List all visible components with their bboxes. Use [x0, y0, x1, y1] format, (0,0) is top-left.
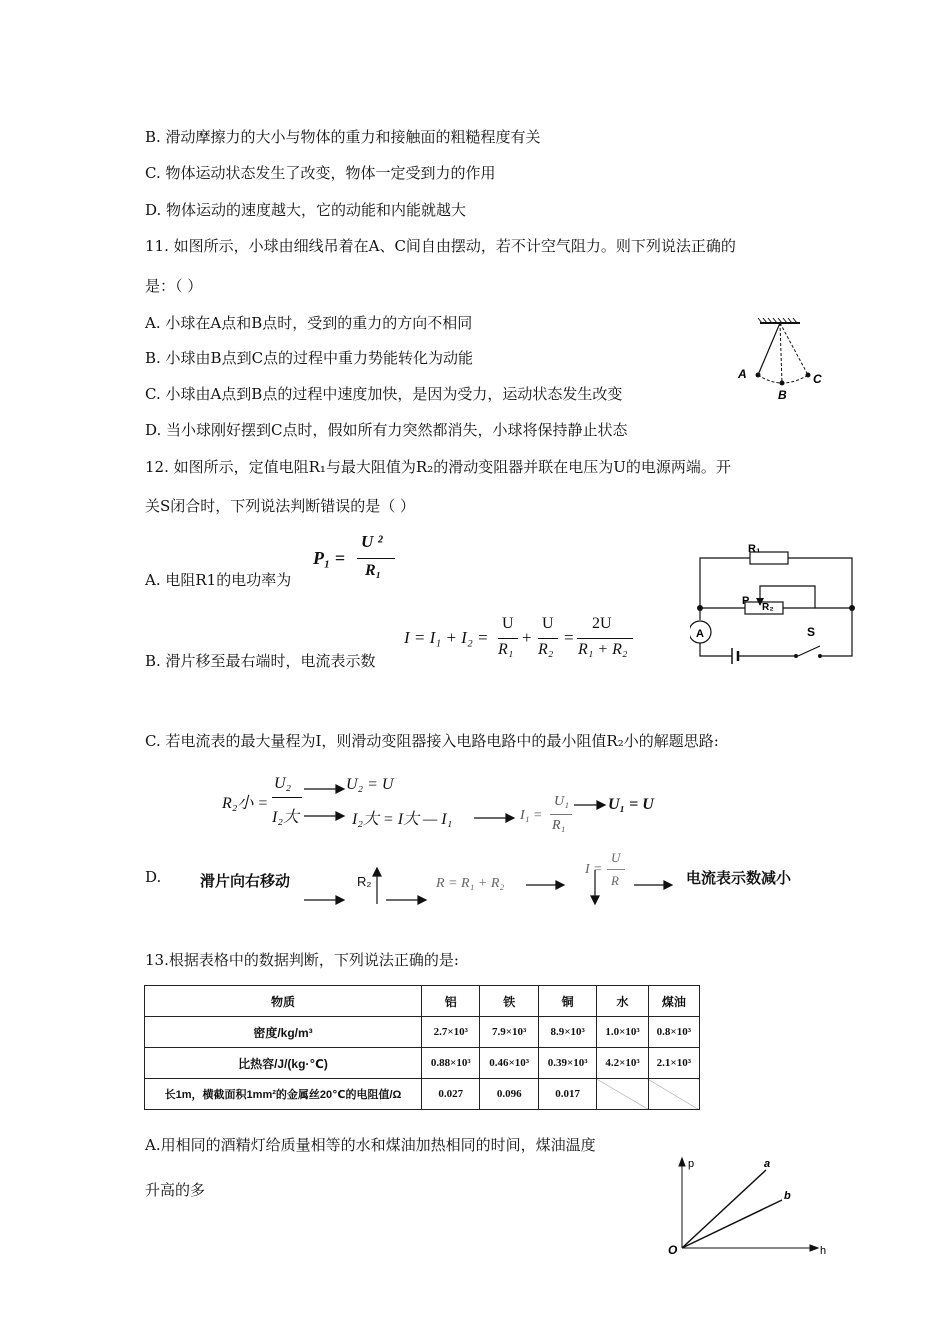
q13-option-a-line1: A.用相同的酒精灯给质量相等的水和煤油加热相同的时间，煤油温度	[145, 1136, 596, 1154]
properties-table	[144, 985, 700, 1110]
q11-stem-line2: 是：（ ）	[145, 277, 203, 295]
table-row	[145, 1048, 700, 1079]
chain-c-u2eq: U₂ = U	[346, 776, 394, 793]
table-cell: 2.1×10³	[648, 1048, 699, 1079]
chain-c-r1: R₁	[552, 818, 566, 833]
formula-b-f2n: U	[542, 615, 554, 632]
table-header: 水	[597, 986, 648, 1017]
table-cell-empty	[597, 1079, 648, 1110]
formula-a-lhs: P₁ =	[313, 548, 346, 568]
chain-c-arrows	[222, 772, 682, 842]
chain-c-u1: U₁	[554, 794, 569, 809]
graph-axis-y: p	[688, 1158, 695, 1170]
q11-option-a: A. 小球在A点和B点时，受到的重力的方向不相同	[145, 314, 473, 332]
chain-d-arrows	[300, 860, 680, 910]
table-row	[145, 1079, 700, 1110]
q12-option-a: A. 电阻R1的电功率为	[145, 571, 292, 589]
q11-option-d: D. 当小球刚好摆到C点时，假如所有力突然都消失，小球将保持静止状态	[145, 421, 628, 439]
chain-c-i2big: I₂大	[272, 809, 299, 826]
formula-b-lhs: I = I₁ + I₂ =	[404, 628, 489, 647]
circuit-label-r2: R₂	[762, 602, 774, 613]
chain-d-r: R = R₁ + R₂	[436, 876, 505, 891]
table-cell: 4.2×10³	[597, 1048, 648, 1079]
graph-line-a-label: a	[764, 1158, 771, 1170]
formula-b-f1d: R₁	[498, 641, 514, 658]
q12-stem-line2: 关S闭合时，下列说法判断错误的是（ ）	[145, 497, 416, 515]
q11-stem-line1: 11. 如图所示，小球由细线吊着在A、C间自由摆动，若不计空气阻力。则下列说法正确的	[145, 237, 736, 255]
q12-formula-a	[313, 532, 403, 586]
chain-c-i1: I₁ =	[520, 808, 543, 823]
graph-axis-x: h	[820, 1245, 827, 1257]
chain-d-iu: U	[611, 850, 621, 865]
q12-formula-b	[404, 614, 644, 670]
pendulum-label-c: C	[813, 372, 822, 386]
circuit-label-p: P	[742, 595, 750, 607]
circuit-figure	[690, 540, 860, 665]
chain-c-i2eq: I₂大 = I大 — I₁	[352, 811, 453, 828]
formula-b-f3d: R₁ + R₂	[578, 641, 628, 658]
pendulum-label-b: B	[778, 388, 787, 402]
table-cell: 7.9×10³	[480, 1017, 538, 1048]
chain-c-u2: U₂	[274, 775, 292, 792]
table-header: 铜	[538, 986, 596, 1017]
table-cell: 0.027	[422, 1079, 480, 1110]
table-cell: 0.88×10³	[422, 1048, 480, 1079]
formula-b-f2d: R₂	[538, 641, 554, 658]
table-cell: 2.7×10³	[422, 1017, 480, 1048]
table-header-row	[145, 986, 700, 1017]
q13-stem: 13.根据表格中的数据判断，下列说法正确的是:	[145, 951, 459, 969]
q12-stem-line1: 12. 如图所示，定值电阻R₁与最大阻值为R₂的滑动变阻器并联在电压为U的电源两端。开	[145, 458, 731, 476]
chain-d-move: 滑片向右移动	[200, 873, 291, 890]
table-cell: 0.46×10³	[480, 1048, 538, 1079]
q10-option-c: C. 物体运动状态发生了改变，物体一定受到力的作用	[145, 164, 496, 182]
pendulum-figure	[730, 315, 840, 405]
table-header: 铁	[480, 986, 538, 1017]
q11-option-b: B. 小球由B点到C点的过程中重力势能转化为动能	[145, 349, 474, 367]
formula-b-f3n: 2U	[592, 615, 612, 632]
chain-d-result: 电流表示数减小	[686, 870, 792, 887]
p-h-graph	[660, 1150, 840, 1260]
pendulum-label-a: A	[738, 367, 747, 381]
chain-d-r2: R₂	[357, 874, 372, 889]
table-header: 铝	[422, 986, 480, 1017]
formula-b-eq: =	[564, 628, 574, 647]
q10-option-b: B. 滑动摩擦力的大小与物体的重力和接触面的粗糙程度有关	[145, 128, 541, 146]
row-label: 长1m，横截面积1mm²的金属丝20℃的电阻值/Ω	[145, 1079, 422, 1110]
switch-label: S	[807, 625, 816, 639]
table-cell: 8.9×10³	[538, 1017, 596, 1048]
formula-a-num: U ²	[361, 532, 383, 551]
table-header: 物质	[145, 986, 422, 1017]
graph-line-b-label: b	[784, 1190, 791, 1202]
formula-a-den: R₁	[365, 562, 382, 579]
formula-b-plus: +	[522, 628, 532, 647]
table-cell-empty	[648, 1079, 699, 1110]
graph-origin: O	[668, 1243, 678, 1257]
table-cell: 0.39×10³	[538, 1048, 596, 1079]
row-label: 比热容/J/(kg·℃)	[145, 1048, 422, 1079]
table-row	[145, 1017, 700, 1048]
q10-option-d: D. 物体运动的速度越大，它的动能和内能就越大	[145, 201, 467, 219]
chain-c-r2small: R₂小 =	[222, 795, 269, 812]
table-cell: 0.017	[538, 1079, 596, 1110]
q12-option-c: C. 若电流表的最大量程为I，则滑动变阻器接入电路电路中的最小阻值R₂小的解题思路:	[145, 732, 719, 750]
chain-d-ir: R	[611, 873, 619, 888]
chain-c-u1eq: U₁ = U	[608, 796, 654, 813]
table-header: 煤油	[648, 986, 699, 1017]
q11-option-c: C. 小球由A点到B点的过程中速度加快，是因为受力，运动状态发生改变	[145, 385, 623, 403]
chain-d-i: I =	[585, 862, 603, 877]
formula-b-f1n: U	[502, 615, 514, 632]
q12-option-d: D.	[145, 868, 162, 886]
q13-option-a-line2: 升高的多	[145, 1181, 206, 1199]
ammeter-label: A	[696, 628, 704, 640]
table-cell: 1.0×10³	[597, 1017, 648, 1048]
table-cell: 0.8×10³	[648, 1017, 699, 1048]
row-label: 密度/kg/m³	[145, 1017, 422, 1048]
circuit-label-r1: R₁	[748, 543, 761, 555]
table-cell: 0.096	[480, 1079, 538, 1110]
q12-option-b: B. 滑片移至最右端时，电流表示数	[145, 652, 376, 670]
